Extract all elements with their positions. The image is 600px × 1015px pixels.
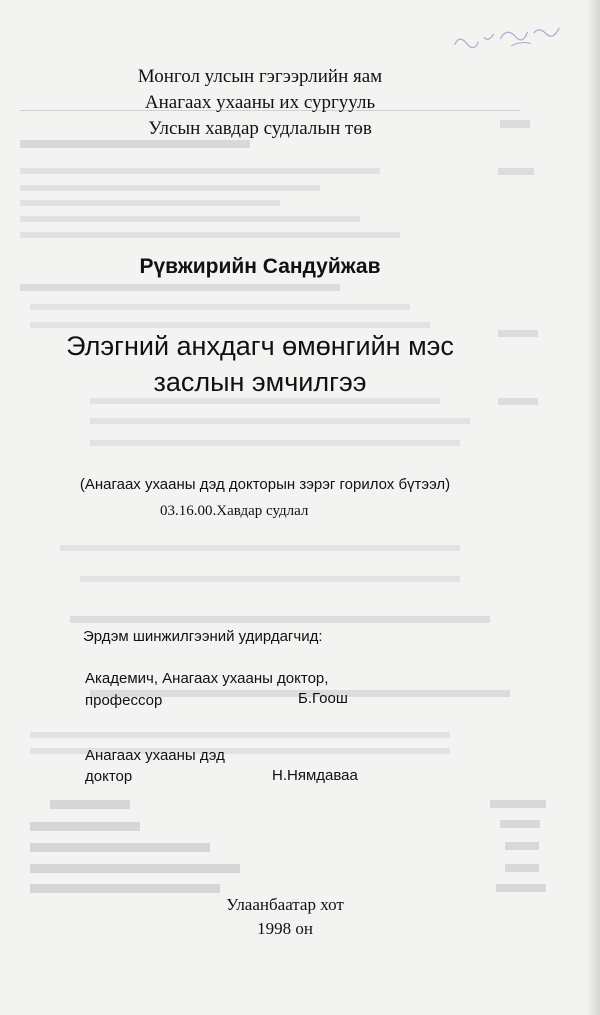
supervisor-2-title xyxy=(85,745,225,787)
title-line-2: заслын эмчилгээ xyxy=(153,367,367,397)
page-edge-shadow xyxy=(586,0,600,1015)
specialty-code: 03.16.00.Хавдар судлал xyxy=(160,503,309,519)
supervisor-1-name: Б.Гоош xyxy=(298,690,348,707)
supervisor-2-title-line-2: доктор xyxy=(85,768,133,785)
city: Улаанбаатар хот xyxy=(226,895,344,914)
supervisor-2-name: Н.Нямдаваа xyxy=(272,767,358,784)
supervisor-2-title-line-1: Анагаах ухааны дэд xyxy=(85,747,225,764)
author-name: Рүвжирийн Сандуйжав xyxy=(139,255,381,278)
degree-statement: (Анагаах ухааны дэд докторын зэрэг горилох бүтээл) xyxy=(79,476,451,493)
supervisor-1-title-line-2: профессор xyxy=(85,692,163,709)
ministry-line: Монгол улсын гэгээрлийн яам xyxy=(137,66,383,87)
university-line: Анагаах ухааны их сургууль xyxy=(144,92,376,113)
supervisor-1-title xyxy=(85,668,328,712)
supervisors-heading: Эрдэм шинжилгээний удирдагчид: xyxy=(83,628,323,645)
title-line-1: Элэгний анхдагч өмөнгийн мэс xyxy=(66,331,454,361)
institution-header xyxy=(0,64,520,142)
supervisor-1-title-line-1: Академич, Анагаах ухааны доктор, xyxy=(85,670,329,687)
imprint xyxy=(195,893,375,941)
thesis-title xyxy=(0,328,520,400)
cancer-center-line: Улсын хавдар судлалын төв xyxy=(148,118,372,139)
year: 1998 он xyxy=(257,919,313,938)
pen-mark xyxy=(448,13,571,60)
handwritten-scribble-icon xyxy=(448,13,571,57)
